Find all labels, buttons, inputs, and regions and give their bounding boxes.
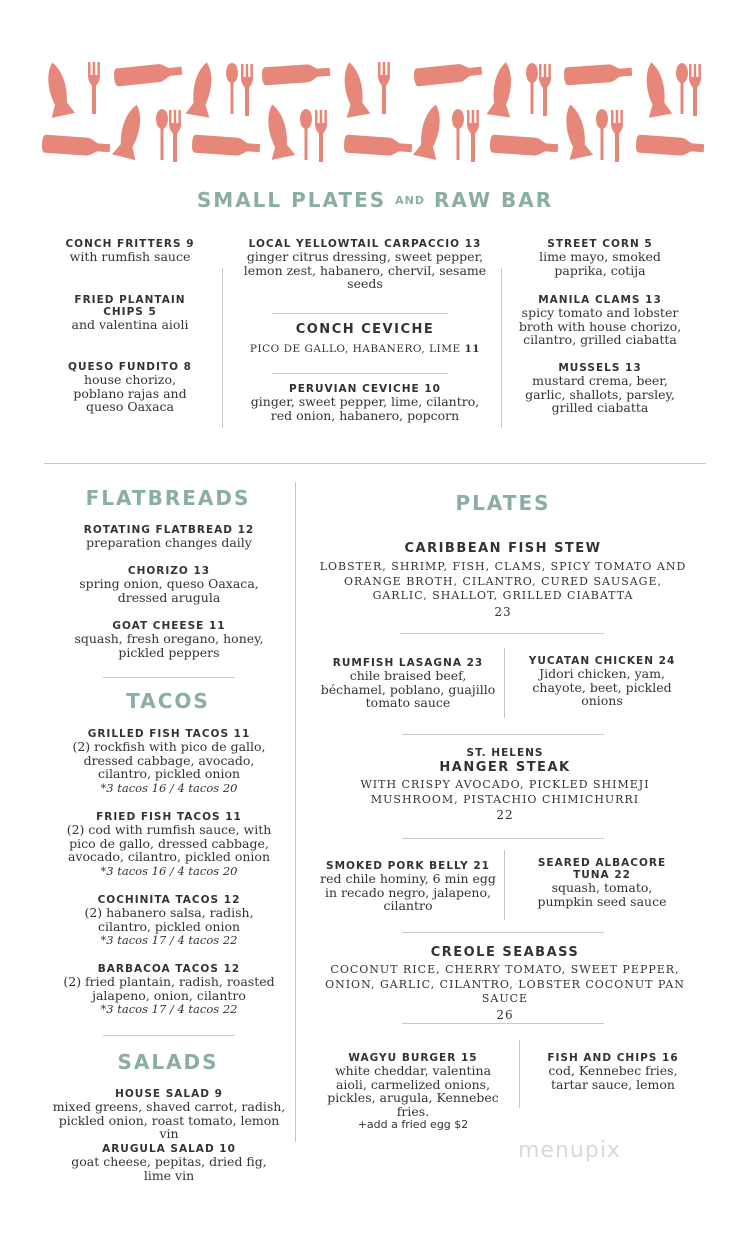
item-name: CONCH CEVICHE (295, 322, 435, 337)
item-name: LOCAL YELLOWTAIL CARPACCIO 13 (248, 238, 482, 250)
menu-item (312, 945, 698, 1022)
small-plates-title-a: SMALL PLATES (196, 188, 387, 212)
item-name: BARBACOA TACOS 12 (97, 963, 241, 975)
small-plates-title-and: AND (395, 194, 425, 207)
menu-item (44, 963, 294, 1016)
menu-item (55, 238, 205, 264)
item-desc: mustard crema, beer, garlic, shallots, parsley, grilled ciabatta (525, 373, 675, 415)
divider (272, 313, 448, 314)
item-name: SMOKED PORK BELLY 21 (326, 860, 490, 872)
menu-item (530, 857, 674, 908)
item-price: 11 (464, 343, 481, 355)
menu-item (59, 811, 279, 878)
item-desc: lime mayo, smoked paprika, cotija (539, 249, 661, 278)
item-desc: ginger, sweet pepper, lime, cilantro, red onion, habanero, popcorn (250, 394, 480, 423)
divider (504, 850, 505, 920)
divider (402, 734, 604, 735)
menu-item (340, 747, 670, 822)
item-name: COCHINITA TACOS 12 (97, 894, 241, 906)
item-name: QUESO FUNDITO 8 (68, 361, 192, 373)
item-desc: PICO DE GALLO, HABANERO, LIME (249, 343, 461, 355)
item-name: STREET CORN 5 (547, 238, 653, 250)
item-desc: COCONUT RICE, CHERRY TOMATO, SWEET PEPPER, ONION, GARLIC, CILANTRO, LOBSTER COCONUT PAN SAUCE (325, 963, 685, 1005)
item-name: CARIBBEAN FISH STEW (404, 541, 602, 556)
item-name: FRIED PLANTAIN CHIPS 5 (74, 294, 186, 318)
menu-item (69, 620, 269, 659)
item-name: CHORIZO 13 (127, 565, 211, 577)
item-name: CREOLE SEABASS (430, 945, 580, 960)
menu-item (49, 1088, 289, 1141)
menu-item (538, 1052, 688, 1091)
item-desc: goat cheese, pepitas, dried fig, lime vin (71, 1154, 267, 1183)
item-name: ROTATING FLATBREAD 12 (83, 524, 255, 536)
divider (402, 932, 604, 933)
menu-item (64, 894, 274, 947)
item-name: GRILLED FISH TACOS 11 (87, 728, 251, 740)
item-desc: mixed greens, shaved carrot, radish, pickled onion, roast tomato, lemon vin (52, 1099, 286, 1141)
item-desc: ginger citrus dressing, sweet pepper, lemon zest, habanero, chervil, sesame seeds (243, 249, 487, 291)
item-name: MUSSELS 13 (558, 362, 642, 374)
item-desc: preparation changes daily (86, 535, 252, 550)
item-desc: squash, fresh oregano, honey, pickled peppers (74, 631, 264, 660)
item-desc: and valentina aioli (71, 317, 189, 332)
item-note: *3 tacos 17 / 4 tacos 22 (100, 933, 238, 947)
menu-item (318, 860, 498, 913)
menu-item (318, 1052, 508, 1132)
menu-item (240, 322, 490, 356)
divider (103, 1035, 235, 1036)
divider (501, 268, 502, 428)
item-pre: ST. HELENS (466, 747, 544, 759)
divider (103, 677, 235, 678)
item-name: PERUVIAN CEVICHE 10 (289, 383, 441, 395)
divider (402, 838, 604, 839)
item-desc: (2) cod with rumfish sauce, with pico de gallo, dressed cabbage, avocado, cilantro, pickled onion (66, 822, 272, 864)
divider (222, 268, 223, 428)
menu-item (240, 238, 490, 291)
item-desc: red chile hominy, 6 min egg in recado negro, jalapeno, cilantro (320, 871, 496, 913)
menu-item (520, 238, 680, 277)
small-plates-title (0, 188, 750, 212)
item-desc: spring onion, queso Oaxaca, dressed arugula (79, 576, 259, 605)
item-desc: white cheddar, valentina aioli, carmelized onions, pickles, arugula, Kennebec fries. (327, 1063, 499, 1119)
item-note: *3 tacos 16 / 4 tacos 20 (100, 780, 238, 795)
section-divider (44, 463, 706, 464)
item-price: 22 (496, 808, 514, 822)
menu-item (518, 655, 686, 708)
divider (272, 373, 448, 374)
item-name: RUMFISH LASAGNA 23 (332, 657, 484, 669)
item-desc: WITH CRISPY AVOCADO, PICKLED SHIMEJI MUSHROOM, PISTACHIO CHIMICHURRI (360, 778, 650, 806)
item-desc: (2) fried plantain, radish, roasted jalapeno, onion, cilantro (63, 974, 275, 1003)
item-name: GOAT CHEESE 11 (112, 620, 226, 632)
column-divider (295, 482, 296, 1142)
decorative-banner (40, 58, 710, 168)
item-name: FRIED FISH TACOS 11 (96, 811, 242, 823)
divider (519, 1040, 520, 1108)
item-name: FISH AND CHIPS 16 (547, 1052, 679, 1064)
tacos-title: TACOS (126, 689, 210, 713)
item-name: YUCATAN CHICKEN 24 (528, 655, 676, 667)
item-name: HOUSE SALAD 9 (115, 1088, 223, 1100)
flatbreads-title: FLATBREADS (85, 486, 251, 510)
item-name: WAGYU BURGER 15 (348, 1052, 478, 1064)
salads-title: SALADS (117, 1050, 219, 1074)
item-name: HANGER STEAK (439, 760, 571, 775)
menu-item (60, 361, 200, 414)
divider (402, 1023, 604, 1024)
item-desc: with rumfish sauce (69, 249, 191, 264)
menu-item (510, 294, 690, 347)
item-desc: house chorizo, poblano rajas and queso Oaxaca (73, 372, 187, 414)
item-addon: +add a fried egg $2 (357, 1118, 469, 1131)
item-desc: cod, Kennebec fries, tartar sauce, lemon (548, 1063, 678, 1092)
menu-item (250, 383, 480, 422)
menu-item (318, 541, 688, 619)
item-name: SEARED ALBACORE TUNA 22 (537, 857, 667, 881)
menu-item (69, 565, 269, 604)
menu-item (65, 294, 195, 332)
divider (504, 648, 505, 718)
item-note: *3 tacos 17 / 4 tacos 22 (100, 1002, 238, 1016)
item-desc: LOBSTER, SHRIMP, FISH, CLAMS, SPICY TOMATO AND ORANGE BROTH, CILANTRO, CURED SAUSAGE, GARLIC, SHALLOT, GRILLED CIABATTA (319, 560, 687, 602)
item-name: MANILA CLAMS 13 (538, 294, 662, 306)
item-price: 23 (494, 604, 512, 619)
item-price: 26 (496, 1007, 514, 1022)
menu-item (69, 1143, 269, 1182)
watermark: menupix (518, 1138, 621, 1163)
menu-item (54, 524, 284, 550)
menu-item (69, 728, 269, 795)
item-desc: squash, tomato, pumpkin seed sauce (537, 880, 667, 909)
item-desc: (2) rockfish with pico de gallo, dressed cabbage, avocado, cilantro, pickled onion (72, 739, 266, 781)
small-plates-title-b: RAW BAR (433, 188, 554, 212)
plates-title: PLATES (455, 491, 551, 515)
divider (400, 633, 604, 634)
item-desc: chile braised beef, béchamel, poblano, guajillo tomato sauce (320, 668, 496, 710)
menu-item (525, 362, 675, 415)
item-desc: Jidori chicken, yam, chayote, beet, pickled onions (532, 666, 672, 708)
item-desc: (2) habanero salsa, radish, cilantro, pickled onion (84, 905, 254, 934)
item-name: ARUGULA SALAD 10 (102, 1143, 236, 1155)
item-name: CONCH FRITTERS 9 (65, 238, 195, 250)
item-note: *3 tacos 16 / 4 tacos 20 (100, 863, 238, 878)
menu-item (318, 657, 498, 710)
item-desc: spicy tomato and lobster broth with house chorizo, cilantro, grilled ciabatta (518, 305, 682, 347)
